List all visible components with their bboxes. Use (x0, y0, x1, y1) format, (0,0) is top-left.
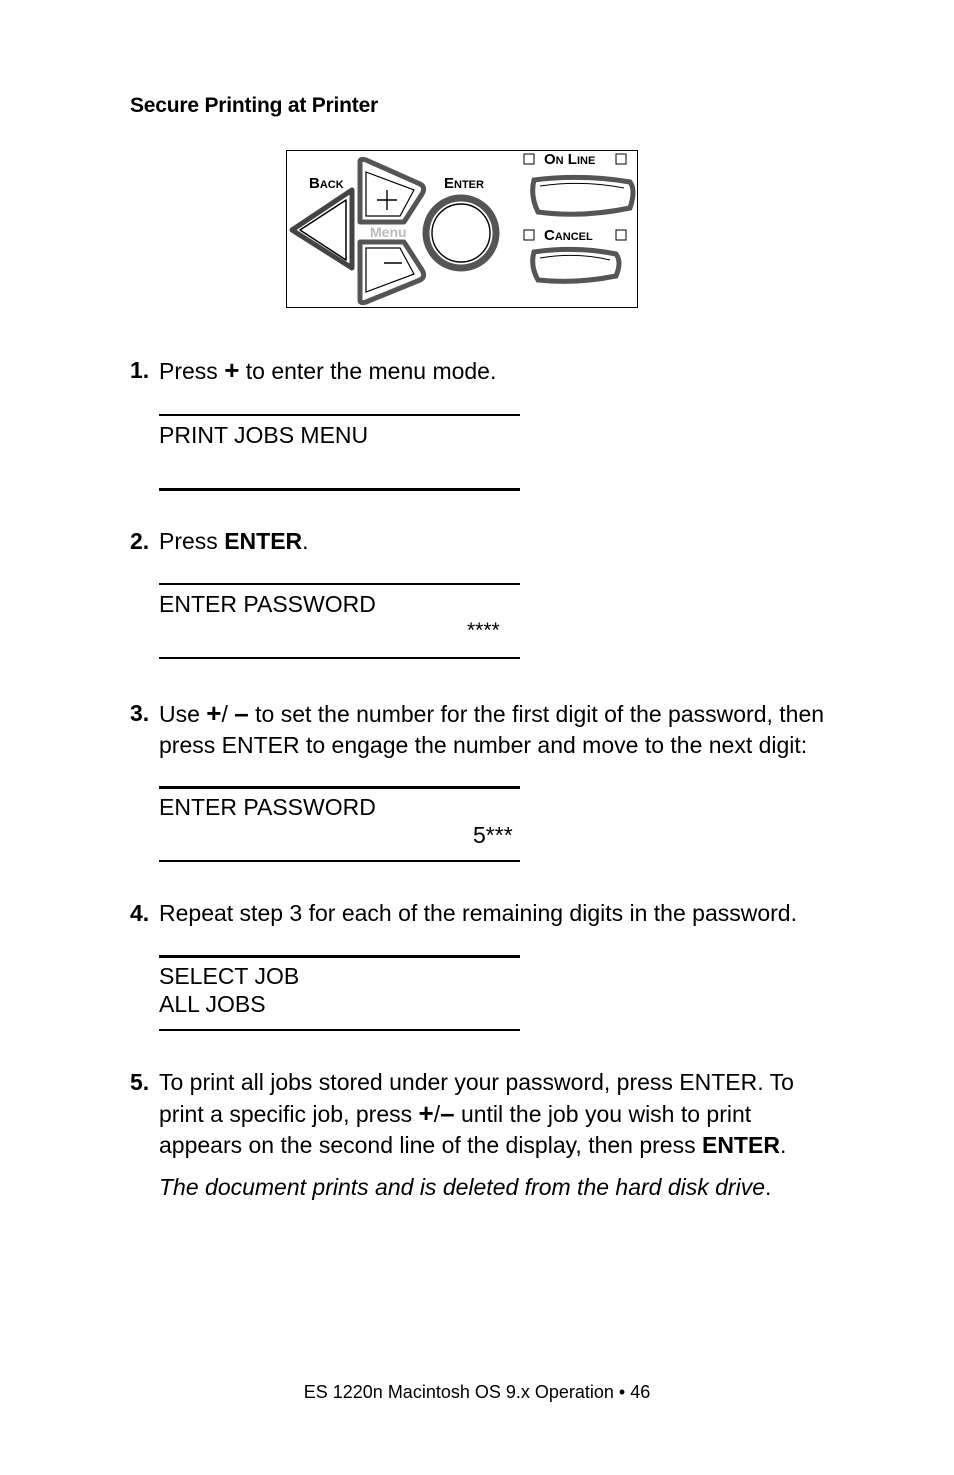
back-label: Back (309, 175, 344, 192)
cancel-label: Cancel (544, 227, 593, 244)
online-indicator-right (616, 154, 626, 164)
display-line-2: **** (467, 619, 500, 642)
display-line-1: SELECT JOB (159, 963, 300, 989)
step-text: To print all jobs stored under your password, press ENTER. To print a specific job, press +/– until the job you wish to print appears on the second line of the display, then press ENTER. (159, 1069, 794, 1158)
step-number: 3. (130, 700, 150, 726)
online-indicator-left (524, 154, 534, 164)
page-footer: ES 1220n Macintosh OS 9.x Operation • 46 (303, 1382, 651, 1402)
step-text: Press + to enter the menu mode. (159, 355, 497, 385)
step-text: Repeat step 3 for each of the remaining digits in the password. (159, 900, 797, 926)
display-line-2: 5*** (473, 822, 513, 848)
enter-label: Enter (444, 175, 484, 192)
online-label: On Line (544, 151, 596, 168)
result-note: The document prints and is deleted from the hard disk drive. (159, 1174, 772, 1200)
display-line-2: ALL JOBS (159, 991, 266, 1017)
online-button[interactable] (533, 177, 633, 214)
display-line-1: PRINT JOBS MENU (159, 422, 369, 448)
step-number: 4. (130, 900, 150, 926)
control-panel-illustration (286, 150, 638, 308)
step-number: 2. (130, 528, 150, 554)
step-text: Press ENTER. (159, 528, 309, 554)
enter-button[interactable] (426, 198, 496, 268)
cancel-indicator-left (524, 230, 534, 240)
section-heading: Secure Printing at Printer (130, 94, 379, 117)
cancel-indicator-right (616, 230, 626, 240)
display-line-1: ENTER PASSWORD (159, 794, 376, 820)
cancel-button[interactable] (533, 249, 619, 281)
step-text: Use +/ – to set the number for the first digit of the password, then press ENTER to engage the number and move to the next digit: (159, 698, 825, 758)
step-number: 5. (130, 1069, 150, 1095)
step-number: 1. (130, 357, 150, 383)
menu-label: Menu (370, 224, 407, 240)
display-line-1: ENTER PASSWORD (159, 591, 376, 617)
